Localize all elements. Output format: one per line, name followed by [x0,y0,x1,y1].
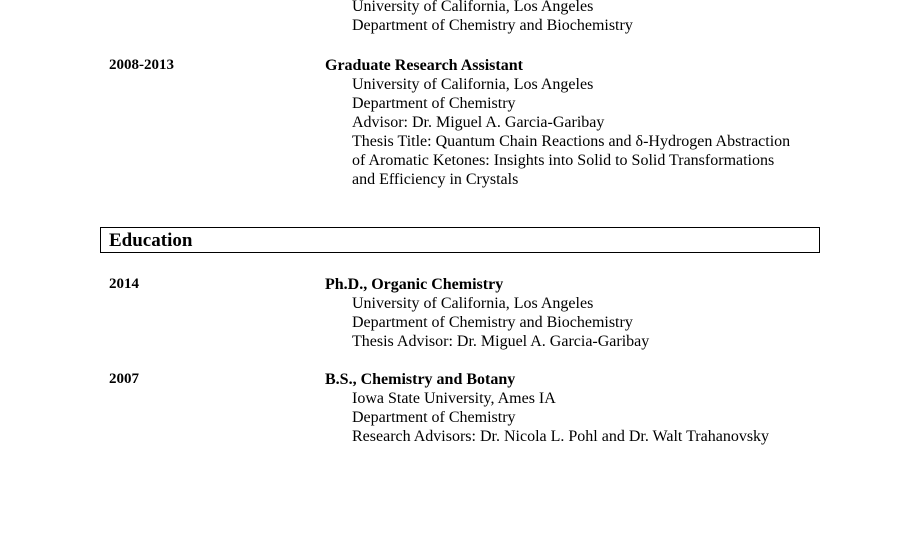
entry-title: B.S., Chemistry and Botany [325,371,516,388]
entry-line: Iowa State University, Ames IA [352,390,556,407]
entry-line: Thesis Advisor: Dr. Miguel A. Garcia-Garibay [352,333,650,350]
entry-line: of Aromatic Ketones: Insights into Solid to Solid Transformations [352,152,775,169]
entry-details [325,56,790,189]
education-section-header [100,227,820,253]
entry-date: 2008-2013 [109,57,174,73]
entry-line: Research Advisors: Dr. Nicola L. Pohl and Dr. Walt Trahanovsky [352,428,770,445]
entry-line: Department of Chemistry [352,95,516,112]
entry-line: Department of Chemistry and Biochemistry [352,314,633,331]
entry-title: Graduate Research Assistant [325,57,523,74]
entry-line: University of California, Los Angeles [352,76,594,93]
entry-title: Ph.D., Organic Chemistry [325,276,504,293]
previous-entry-line: University of California, Los Angeles [352,0,594,15]
section-title: Education [109,230,193,251]
entry-date: 2014 [109,276,139,292]
entry-line: and Efficiency in Crystals [352,171,519,188]
entry-date: 2007 [109,371,139,387]
entry-line: Department of Chemistry [352,409,516,426]
entry-line: University of California, Los Angeles [352,295,594,312]
entry-details [325,370,769,446]
previous-entry-line: Department of Chemistry and Biochemistry [352,17,633,34]
entry-line: Advisor: Dr. Miguel A. Garcia-Garibay [352,114,605,131]
entry-line: Thesis Title: Quantum Chain Reactions and δ-Hydrogen Abstraction [352,133,791,150]
entry-details [325,275,649,351]
previous-entry-details [325,0,633,35]
